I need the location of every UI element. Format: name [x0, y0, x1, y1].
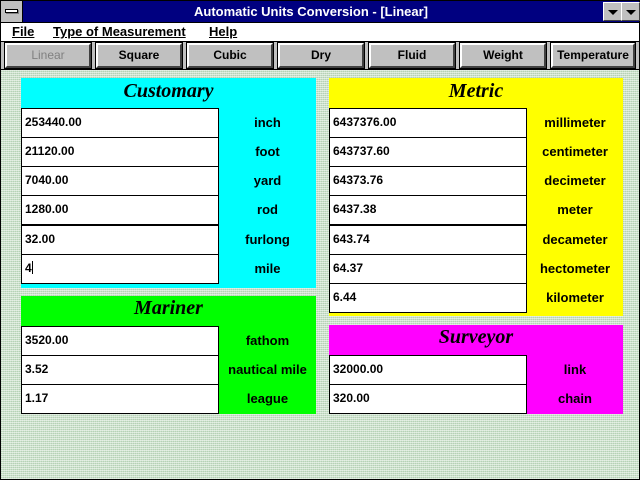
- furlong-label: furlong: [245, 232, 290, 247]
- link-input[interactable]: 32000.00: [329, 355, 527, 385]
- centimeter-input[interactable]: 643737.60: [329, 137, 527, 167]
- surveyor-title: Surveyor: [438, 326, 514, 348]
- nautical-mile-label: nautical mile: [228, 362, 307, 377]
- conversion-area: [1, 69, 639, 479]
- link-label: link: [563, 362, 587, 377]
- tab-square[interactable]: Square: [96, 43, 182, 68]
- mile-label: mile: [254, 261, 281, 276]
- fathom-input[interactable]: 3520.00: [21, 326, 219, 356]
- inch-label: inch: [254, 115, 281, 130]
- kilometer-input[interactable]: 6.44: [329, 283, 527, 313]
- menu-type-of-measurement[interactable]: [53, 24, 186, 39]
- menu-type-of-measurement-label: Type of Measurement: [53, 24, 186, 39]
- foot-input[interactable]: 21120.00: [21, 137, 219, 167]
- furlong-input[interactable]: 32.00: [21, 225, 219, 255]
- league-input[interactable]: 1.17: [21, 384, 219, 414]
- decimeter-input[interactable]: 64373.76: [329, 166, 527, 196]
- hectometer-input[interactable]: 64.37: [329, 254, 527, 284]
- inch-input[interactable]: 253440.00: [21, 108, 219, 138]
- system-menu-button[interactable]: [1, 1, 23, 22]
- chain-label: chain: [558, 391, 592, 406]
- menu-bar: [1, 23, 639, 42]
- tab-linear[interactable]: Linear: [5, 43, 91, 68]
- decameter-input[interactable]: 643.74: [329, 225, 527, 255]
- surveyor-panel: [329, 325, 623, 414]
- tab-dry[interactable]: Dry: [278, 43, 364, 68]
- metric-panel: [329, 78, 623, 316]
- mariner-panel: [21, 296, 316, 414]
- chain-input[interactable]: 320.00: [329, 384, 527, 414]
- tab-weight[interactable]: Weight: [460, 43, 546, 68]
- maximize-button[interactable]: [621, 2, 640, 21]
- decameter-label: decameter: [542, 232, 608, 247]
- maximize-icon: [626, 10, 636, 15]
- customary-panel: [21, 78, 316, 288]
- system-menu-icon: [5, 9, 18, 13]
- text-caret: [32, 261, 33, 274]
- fathom-label: fathom: [245, 333, 290, 348]
- rod-input[interactable]: 1280.00: [21, 195, 219, 225]
- rod-label: rod: [257, 202, 278, 217]
- measurement-tabs: [1, 42, 639, 69]
- tab-cubic[interactable]: Cubic: [187, 43, 273, 68]
- hectometer-label: hectometer: [539, 261, 611, 276]
- menu-file-label: File: [12, 24, 35, 39]
- yard-label: yard: [253, 173, 282, 188]
- millimeter-input[interactable]: 6437376.00: [329, 108, 527, 138]
- kilometer-label: kilometer: [546, 290, 604, 305]
- metric-title: Metric: [448, 80, 504, 102]
- tab-temperature[interactable]: Temperature: [551, 43, 635, 68]
- mariner-title: Mariner: [134, 297, 203, 319]
- minimize-icon: [608, 10, 618, 15]
- minimize-button[interactable]: [603, 2, 622, 21]
- league-label: league: [246, 391, 289, 406]
- mile-input[interactable]: [21, 254, 219, 284]
- nautical-mile-input[interactable]: 3.52: [21, 355, 219, 385]
- mile-input-value: 4: [25, 261, 32, 275]
- centimeter-label: centimeter: [542, 144, 608, 159]
- yard-input[interactable]: 7040.00: [21, 166, 219, 196]
- millimeter-label: millimeter: [544, 115, 606, 130]
- customary-title: Customary: [123, 80, 214, 102]
- title-bar[interactable]: [1, 1, 639, 23]
- meter-label: meter: [557, 202, 593, 217]
- menu-help-label: Help: [209, 24, 238, 39]
- menu-help[interactable]: [209, 24, 237, 39]
- meter-input[interactable]: 6437.38: [329, 195, 527, 225]
- decimeter-label: decimeter: [544, 173, 606, 188]
- window-title: Automatic Units Conversion - [Linear]: [193, 4, 429, 19]
- tab-fluid[interactable]: Fluid: [369, 43, 455, 68]
- menu-file[interactable]: [12, 24, 34, 39]
- foot-label: foot: [255, 144, 280, 159]
